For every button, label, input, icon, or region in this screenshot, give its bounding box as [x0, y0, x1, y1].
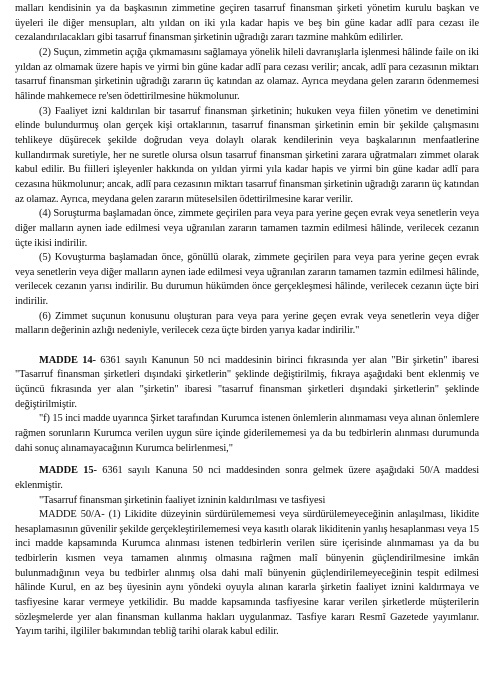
law-text-paragraph: (3) Faaliyet izni kaldırılan bir tasarruf finansman şirketinin; hukuken veya fiilen yönetim ve denetimini elinde bulundurmuş olan gerçek kişi ortaklarının, tasarruf finansman şirketinin emin bir şekilde çalışmasını tehlikeye düşürecek şekilde doğrudan veya dolaylı olarak kendilerinin veya başkalarının menfaatlerine kullandırmak suretiyle, her ne suretle olursa olsun tasarruf finansman şirketini zarara uğratmaları zimmet olarak kabul edilir. Bu fiilleri işleyenler hakkında on yıldan yirmi yıla kadar hapis ve yirmi bin güne kadar adlî para cezasına hükmolunur; ancak, adlî para cezasının miktarı tasarruf finansman şirketinin uğradığı zararın üç katından az olamaz. Ayrıca, meydana gelen zararın müteselsilen ödettirilmesine karar verilir.: [15, 105, 479, 205]
article-14-clause-f: "f) 15 inci madde uyarınca Şirket tarafından Kurumca istenen önlemlerin alınmaması veya alınan önlemlere rağmen sorunların Kurumca verilen uygun süre içinde giderilememesi ya da bu tedbirlerin alınması durumunda dahi sonuç alınamayacağının Kurumca belirlenmesi,": [15, 413, 479, 454]
law-text-paragraph: malları kendisinin ya da başkasının zimmetine geçiren tasarruf finansman şirketi yönetim kurulu başkan ve üyeleri ile diğer mensupları, altı yıldan on iki yıla kadar hapis ve beş bin güne kadar adlî para cezası ile cezalandırılacakları gibi tasarruf finansman şirketinin uğradığı zararı tazmine mahkûm edilirler.: [15, 3, 479, 44]
spacer: [15, 456, 479, 464]
article-14-paragraph: [15, 354, 479, 413]
article-15-paragraph: [15, 464, 479, 493]
article-14-heading: MADDE 14-: [39, 354, 96, 366]
article-15-heading: MADDE 15-: [39, 465, 97, 477]
article-15-text: 6361 sayılı Kanuna 50 nci maddesinden sonra gelmek üzere aşağıdaki 50/A maddesi eklenmiştir.: [15, 465, 480, 491]
spacer: [15, 339, 479, 354]
article-50a-title: "Tasarruf finansman şirketinin faaliyet izninin kaldırılması ve tasfiyesi: [39, 494, 326, 506]
law-text-paragraph: (6) Zimmet suçunun konusunu oluşturan para veya para yerine geçen evrak veya senetlerin veya diğer malların değerinin azlığı nedeniyle, verilecek ceza üçte birden yarıya kadar indirilir.": [15, 310, 479, 337]
law-text-paragraph: (2) Suçun, zimmetin açığa çıkmamasını sağlamaya yönelik hileli davranışlarla işlenmesi hâlinde faile on iki yıldan az olmamak üzere hapis ve yirmi bin güne kadar adlî para cezası verilir; ancak, adlî para cezasının miktarı tasarruf finansman şirketinin uğradığı zararın üç katından az olamaz. Ayrıca meydana gelen zararın ödenmemesi hâlinde mahkemece re'sen ödettirilmesine hükmolunur.: [15, 46, 479, 102]
article-14-text: 6361 sayılı Kanunun 50 nci maddesinin birinci fıkrasında yer alan "Bir şirketin" ibaresi "Tasarruf finansman şirketleri dışındaki şirketlerin" şeklinde değiştirilmiş, fıkraya aşağıdaki bent eklenmiş ve üçüncü fıkrasında yer alan "şirketin" ibaresi "tasarruf finansman şirketleri dışındaki şirketlerin" şeklinde değiştirilmiştir.: [15, 354, 479, 410]
law-text-paragraph: (5) Kovuşturma başlamadan önce, gönüllü olarak, zimmete geçirilen para veya para yerine geçen evrak veya senetlerin veya diğer malların aynen iade edilmesi veya uğranılan zararın tamamen tazmin edilmesi hâlinde, verilecek cezanın yarısı indirilir. Bu durumun hükümden önce gerçekleşmesi hâlinde, verilecek cezanın üçte biri indirilir.: [15, 252, 479, 308]
law-text-paragraph: (4) Soruşturma başlamadan önce, zimmete geçirilen para veya para yerine geçen evrak veya senetlerin veya diğer malların aynen iade edilmesi veya uğranılan zararın tamamen tazmin edilmesi hâlinde, verilecek cezanın üçte ikisi indirilir.: [15, 208, 479, 249]
article-50a-text: MADDE 50/A- (1) Likidite düzeyinin sürdürülememesi veya sürdürülemeyeceğinin anlaşılması, likidite hesaplamasının güvenilir şekilde gerçekleştirilememesi veya kasıtlı olarak likiditenin yanlış hesaplanması veya 15 inci madde kapsamında Kurumca alınması istenen tedbirlerin verilen süre içerisinde alınmaması ya da bu tedbirlerin kısmen veya tamamen alınmış olmasına rağmen malî bünyenin güçlendirilmesine imkân bulunmadığının veya bu tedbirler alınmış olsa dahi malî bünyenin güçlendirilemeyeceğinin tespit edilmesi hâlinde Kurul, en az beş üyesinin aynı yöndeki oyuyla alınan kararla şirketin faaliyet iznini kaldırmaya ve tasfiyesine karar vermeye yetkilidir. Bu madde kapsamında tasfiyesine karar verilen şirketlerde müşterilerin sözleşmelerde yer alan finansman kullanma hakları uygulanmaz. Tasfiye kararı Resmî Gazetede yayımlanır. Yayım tarihi, ilgililer bakımından tebliğ tarihi olarak kabul edilir.: [15, 509, 479, 638]
